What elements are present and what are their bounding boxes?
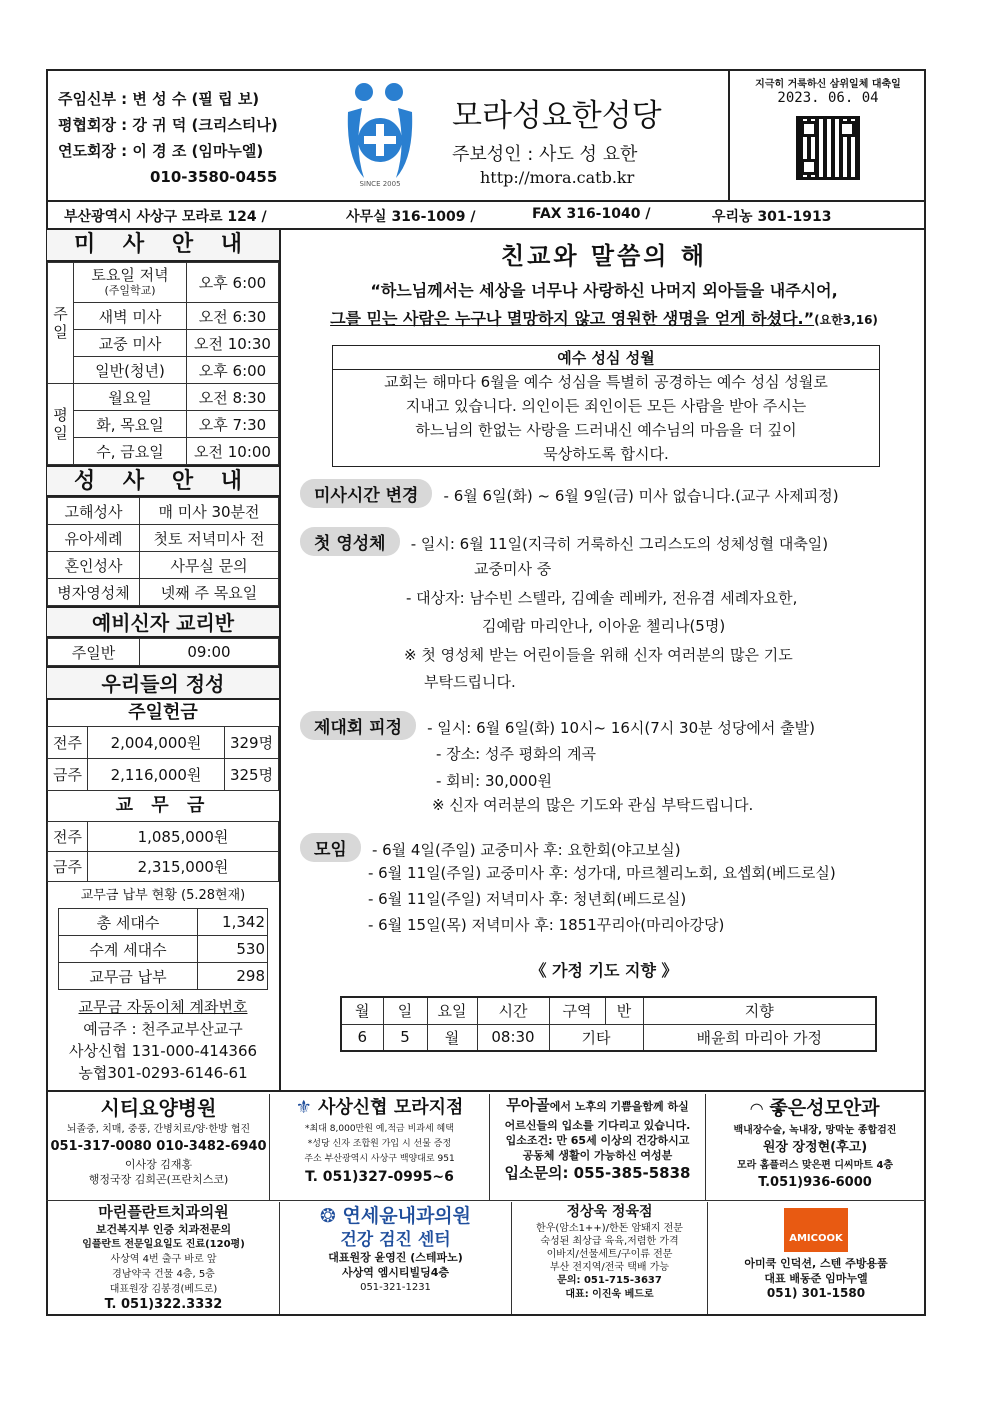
offering-title: 우리들의 정성 [47, 666, 279, 700]
website[interactable]: http://mora.catb.kr [480, 168, 635, 187]
account-2: 농협301-0293-6146-61 [78, 1064, 248, 1082]
family-prayer-table [340, 996, 877, 1052]
sacrament-table [47, 497, 279, 606]
col-header: 요일 [427, 997, 477, 1024]
mass-name: 토요일 저녁 (주일학교) [74, 263, 187, 303]
due-status-table [58, 908, 268, 990]
mass-time: 오후 6:00 [187, 357, 279, 384]
col-header: 반 [605, 997, 643, 1024]
ad-amicook: AMICOOK 아미쿡 인덕션, 스텐 주방용품 대표 배동준 임마누엘 051) 301-1580 [708, 1202, 924, 1314]
count: 325명 [225, 759, 279, 791]
mass-name: 수, 금요일 [74, 438, 187, 465]
notice-text: - 장소: 성주 평화의 계곡 [436, 745, 596, 763]
amount: 2,116,000원 [88, 759, 225, 791]
quote-line-2: 그를 믿는 사람은 누구나 멸망하지 않고 영원한 생명을 얻게 하셨다.”(요한3,16) [330, 309, 878, 328]
cell: 배윤희 마리아 가정 [643, 1024, 876, 1051]
catechumen-time: 09:00 [140, 639, 279, 666]
amicook-logo: AMICOOK [784, 1208, 848, 1252]
mass-table [47, 262, 279, 465]
ad-nursing-home: 무아골에서 노후의 기쁨을함께 하실 어르신들의 입소를 기다리고 있습니다. 입소조건: 만 65세 이상의 건강하시고 공동체 생활이 가능하신 여성분 입소문의: 055-385-5838 [490, 1094, 706, 1200]
notice-text: - 대상자: 남수빈 스텔라, 김예솔 레베카, 전유겸 세례자요한, [406, 589, 798, 607]
catechumen-table [47, 638, 279, 666]
notice-altar-retreat [300, 711, 815, 742]
cell: 기타 [549, 1024, 643, 1051]
notice-text: - 회비: 30,000원 [436, 772, 552, 790]
box-line: 묵상하도록 합시다. [543, 445, 669, 463]
notice-title: 미사시간 변경 [300, 479, 432, 508]
notice-text: - 6월 11일(주일) 교중미사 후: 성가대, 마르첼리노회, 요셉회(베드로실) [368, 864, 836, 882]
sacrament-title: 성 사 안 내 [47, 465, 279, 497]
ad-eye-clinic: ◠ 좋은성모안과 백내장수술, 녹내장, 망막눈 종합검진 원장 장정현(후고) 모라 홈플러스 맞은편 디씨마트 4층 T.051)936-6000 [733, 1097, 897, 1190]
weekday-label: 평일 [48, 384, 74, 465]
parish-name: 모라성요한성당 [452, 98, 662, 134]
office-phone: 사무실 316-1009 / [346, 209, 476, 225]
notice-text: ※ 신자 여러분의 많은 기도와 관심 부탁드립니다. [432, 796, 754, 814]
count: 329명 [225, 727, 279, 759]
sacrament-name: 병자영성체 [48, 579, 140, 606]
status-label: 수계 세대수 [59, 936, 198, 963]
parish-logo [340, 78, 420, 190]
mass-time: 오후 6:00 [187, 263, 279, 303]
notice-text: - 6월 15일(목) 저녁미사 후: 1851꾸리아(마리아강당) [368, 916, 725, 934]
notice-text: 부탁드립니다. [424, 673, 516, 691]
cell: 5 [383, 1024, 427, 1051]
status-value: 530 [198, 936, 268, 963]
mass-name: 일반(청년) [74, 357, 187, 384]
amount: 1,085,000원 [88, 822, 279, 852]
col-header: 구역 [549, 997, 605, 1024]
mass-time: 오전 10:30 [187, 330, 279, 357]
mass-time: 오전 10:00 [187, 438, 279, 465]
auto-transfer-title: 교무금 자동이체 계좌번호 [78, 998, 248, 1016]
patron-saint: 주보성인 : 사도 성 요한 [452, 144, 638, 165]
address: 부산광역시 사상구 모라로 124 / [64, 209, 267, 225]
feast-name: 지극히 거룩하신 삼위일체 대축일 [755, 79, 901, 90]
week-label: 전주 [48, 727, 88, 759]
address-bar [46, 202, 926, 230]
week-label: 금주 [48, 852, 88, 882]
cell: 6 [341, 1024, 383, 1051]
eye-icon: ◠ [750, 1099, 763, 1118]
col-header: 일 [383, 997, 427, 1024]
week-label: 전주 [48, 822, 88, 852]
amount: 2,315,000원 [88, 852, 279, 882]
notice-text: 김예람 마리안나, 이아윤 첼리나(5명) [482, 617, 726, 635]
date-box [728, 69, 926, 202]
col-header: 월 [341, 997, 383, 1024]
sacrament-name: 고해성사 [48, 498, 140, 525]
sacred-heart-title: 예수 성심 성월 [333, 346, 879, 370]
notice-text: 교중미사 중 [474, 560, 552, 578]
sacrament-time: 매 미사 30분전 [140, 498, 279, 525]
notice-title: 첫 영성체 [300, 527, 400, 556]
sacrament-time: 넷째 주 목요일 [140, 579, 279, 606]
status-label: 교무금 납부 [59, 963, 198, 990]
mass-time: 오후 7:30 [187, 411, 279, 438]
ad-dental: 마린플란트치과의원 보건복지부 인증 치과전문의 임플란트 전문일요일도 진료(120평) 사상역 4번 출구 바로 앞 경남약국 건물 4층, 5층 대표원장 김봉경(베드로) T. 051)322.3332 [48, 1202, 280, 1314]
catechumen-title: 예비신자 교리반 [47, 606, 279, 638]
account-1: 사상신협 131-000-414366 [68, 1042, 258, 1060]
svg-text:SINCE 2005: SINCE 2005 [359, 180, 401, 188]
mass-name: 새벽 미사 [74, 303, 187, 330]
due-title: 교 무 금 [115, 795, 211, 816]
quote-line-1: “하느님께서는 세상을 너무나 사랑하신 나머지 외아들을 내주시어, [370, 281, 838, 300]
mass-name: 화, 목요일 [74, 411, 187, 438]
notice-text: - 일시: 6월 6일(화) 10시~ 16시(7시 30분 성당에서 출발) [427, 719, 815, 737]
postal: 우리농 301-1913 [712, 209, 832, 225]
mass-title: 미 사 안 내 [47, 230, 279, 262]
box-line: 지내고 있습니다. 의인이든 죄인이든 모든 사람을 받아 주시는 [405, 397, 807, 415]
ads-divider [46, 1200, 926, 1201]
mass-name: 월요일 [74, 384, 187, 411]
notice-text: - 일시: 6월 11일(지극히 거룩하신 그리스도의 성체성혈 대축일) [410, 535, 829, 553]
status-value: 1,342 [198, 909, 268, 936]
sacrament-name: 유아세례 [48, 525, 140, 552]
notice-title: 모임 [300, 833, 361, 862]
credit-union-icon: ⚜ [295, 1097, 312, 1118]
bulletin-date: 2023. 06. 04 [777, 90, 879, 106]
legion-president: 연도회장 : 이 경 조 (임마누엘) [58, 142, 264, 160]
phone: 010-3580-0455 [150, 168, 278, 186]
fax: FAX 316-1040 / [532, 206, 651, 222]
sunday-label: 주일 [48, 263, 74, 384]
col-header: 지향 [643, 997, 876, 1024]
sacrament-name: 혼인성사 [48, 552, 140, 579]
ad-city-hospital: 시티요양병원 뇌졸중, 치매, 중풍, 간병치료/양·한방 협진 051-317-0080 010-3482-6940 이사장 김재홍 행정국장 김희곤(프란치스코) [48, 1094, 270, 1200]
status-label: 총 세대수 [59, 909, 198, 936]
sunday-offering-title: 주일헌금 [128, 702, 198, 723]
catechumen-day: 주일반 [48, 639, 140, 666]
sacrament-time: 첫토 저녁미사 전 [140, 525, 279, 552]
council-president: 평협회장 : 강 귀 덕 (크리스티나) [58, 116, 278, 134]
notice-text: - 6월 6일(화) ~ 6월 9일(금) 미사 없습니다.(교구 사제피정) [443, 487, 839, 505]
due-status-title: 교무금 납부 현황 (5.28현재) [80, 888, 246, 903]
ad-credit-union: ⚜ 사상신협 모라지점 *최대 8,000만원 예,적금 비과세 혜택 *성당 신자 조합원 가입 시 선물 증정 주소 부산광역시 사상구 백양대로 951 T. 051)327-0995~6 [270, 1094, 490, 1200]
family-prayer-title: 《 가정 기도 지향 》 [530, 961, 678, 980]
notice-first-communion [300, 527, 828, 558]
box-line: 교회는 해마다 6월을 예수 성심을 특별히 공경하는 예수 성심 성월로 [384, 373, 828, 391]
year-title: 친교와 말씀의 해 [501, 242, 707, 270]
notice-text: - 6월 11일(주일) 저녁미사 후: 청년회(베드로실) [368, 890, 687, 908]
ad-butcher: 정상욱 정육점 한우(암소1++)/한돈 암돼지 전문 숙성된 최상급 육육,저렴한 가격 이바지/선물세트/구이류 전문 부산 전지역/전국 택배 가능 문의: 051-715-3637 대표: 이진욱 베드로 [512, 1202, 708, 1314]
notice-mass-change [300, 479, 839, 510]
mass-time: 오전 8:30 [187, 384, 279, 411]
notice-text: - 6월 4일(주일) 교중미사 후: 요한회(야고보실) [371, 841, 681, 859]
ad-internal-clinic: ❂ 연세윤내과의원 건강 검진 센터 대표원장 윤영진 (스테파노) 사상역 엠시티빌딩4층 051-321-1231 [280, 1202, 512, 1314]
priest: 주임신부 : 변 성 수 (필 립 보) [58, 90, 260, 108]
clinic-icon: ❂ [319, 1205, 336, 1227]
cell: 월 [427, 1024, 477, 1051]
notice-title: 제대회 피정 [300, 711, 416, 740]
col-header: 시간 [477, 997, 549, 1024]
account-holder: 예금주 : 천주교부산교구 [83, 1020, 243, 1038]
column-divider [279, 230, 281, 1092]
due-table [47, 821, 279, 882]
amount: 2,004,000원 [88, 727, 225, 759]
staff-info [58, 86, 278, 190]
box-line: 하느님의 한없는 사랑을 드러내신 예수님의 마음을 더 깊이 [415, 421, 797, 439]
mass-time: 오전 6:30 [187, 303, 279, 330]
cell: 08:30 [477, 1024, 549, 1051]
status-value: 298 [198, 963, 268, 990]
sunday-offering-table [47, 726, 279, 791]
left-column [47, 230, 279, 1084]
sacred-heart-box [332, 345, 880, 467]
notice-text: ※ 첫 영성체 받는 어린이들을 위해 신자 여러분의 많은 기도 [404, 646, 793, 664]
mass-name: 교중 미사 [74, 330, 187, 357]
qr-code[interactable] [796, 116, 860, 180]
sacrament-time: 사무실 문의 [140, 552, 279, 579]
week-label: 금주 [48, 759, 88, 791]
